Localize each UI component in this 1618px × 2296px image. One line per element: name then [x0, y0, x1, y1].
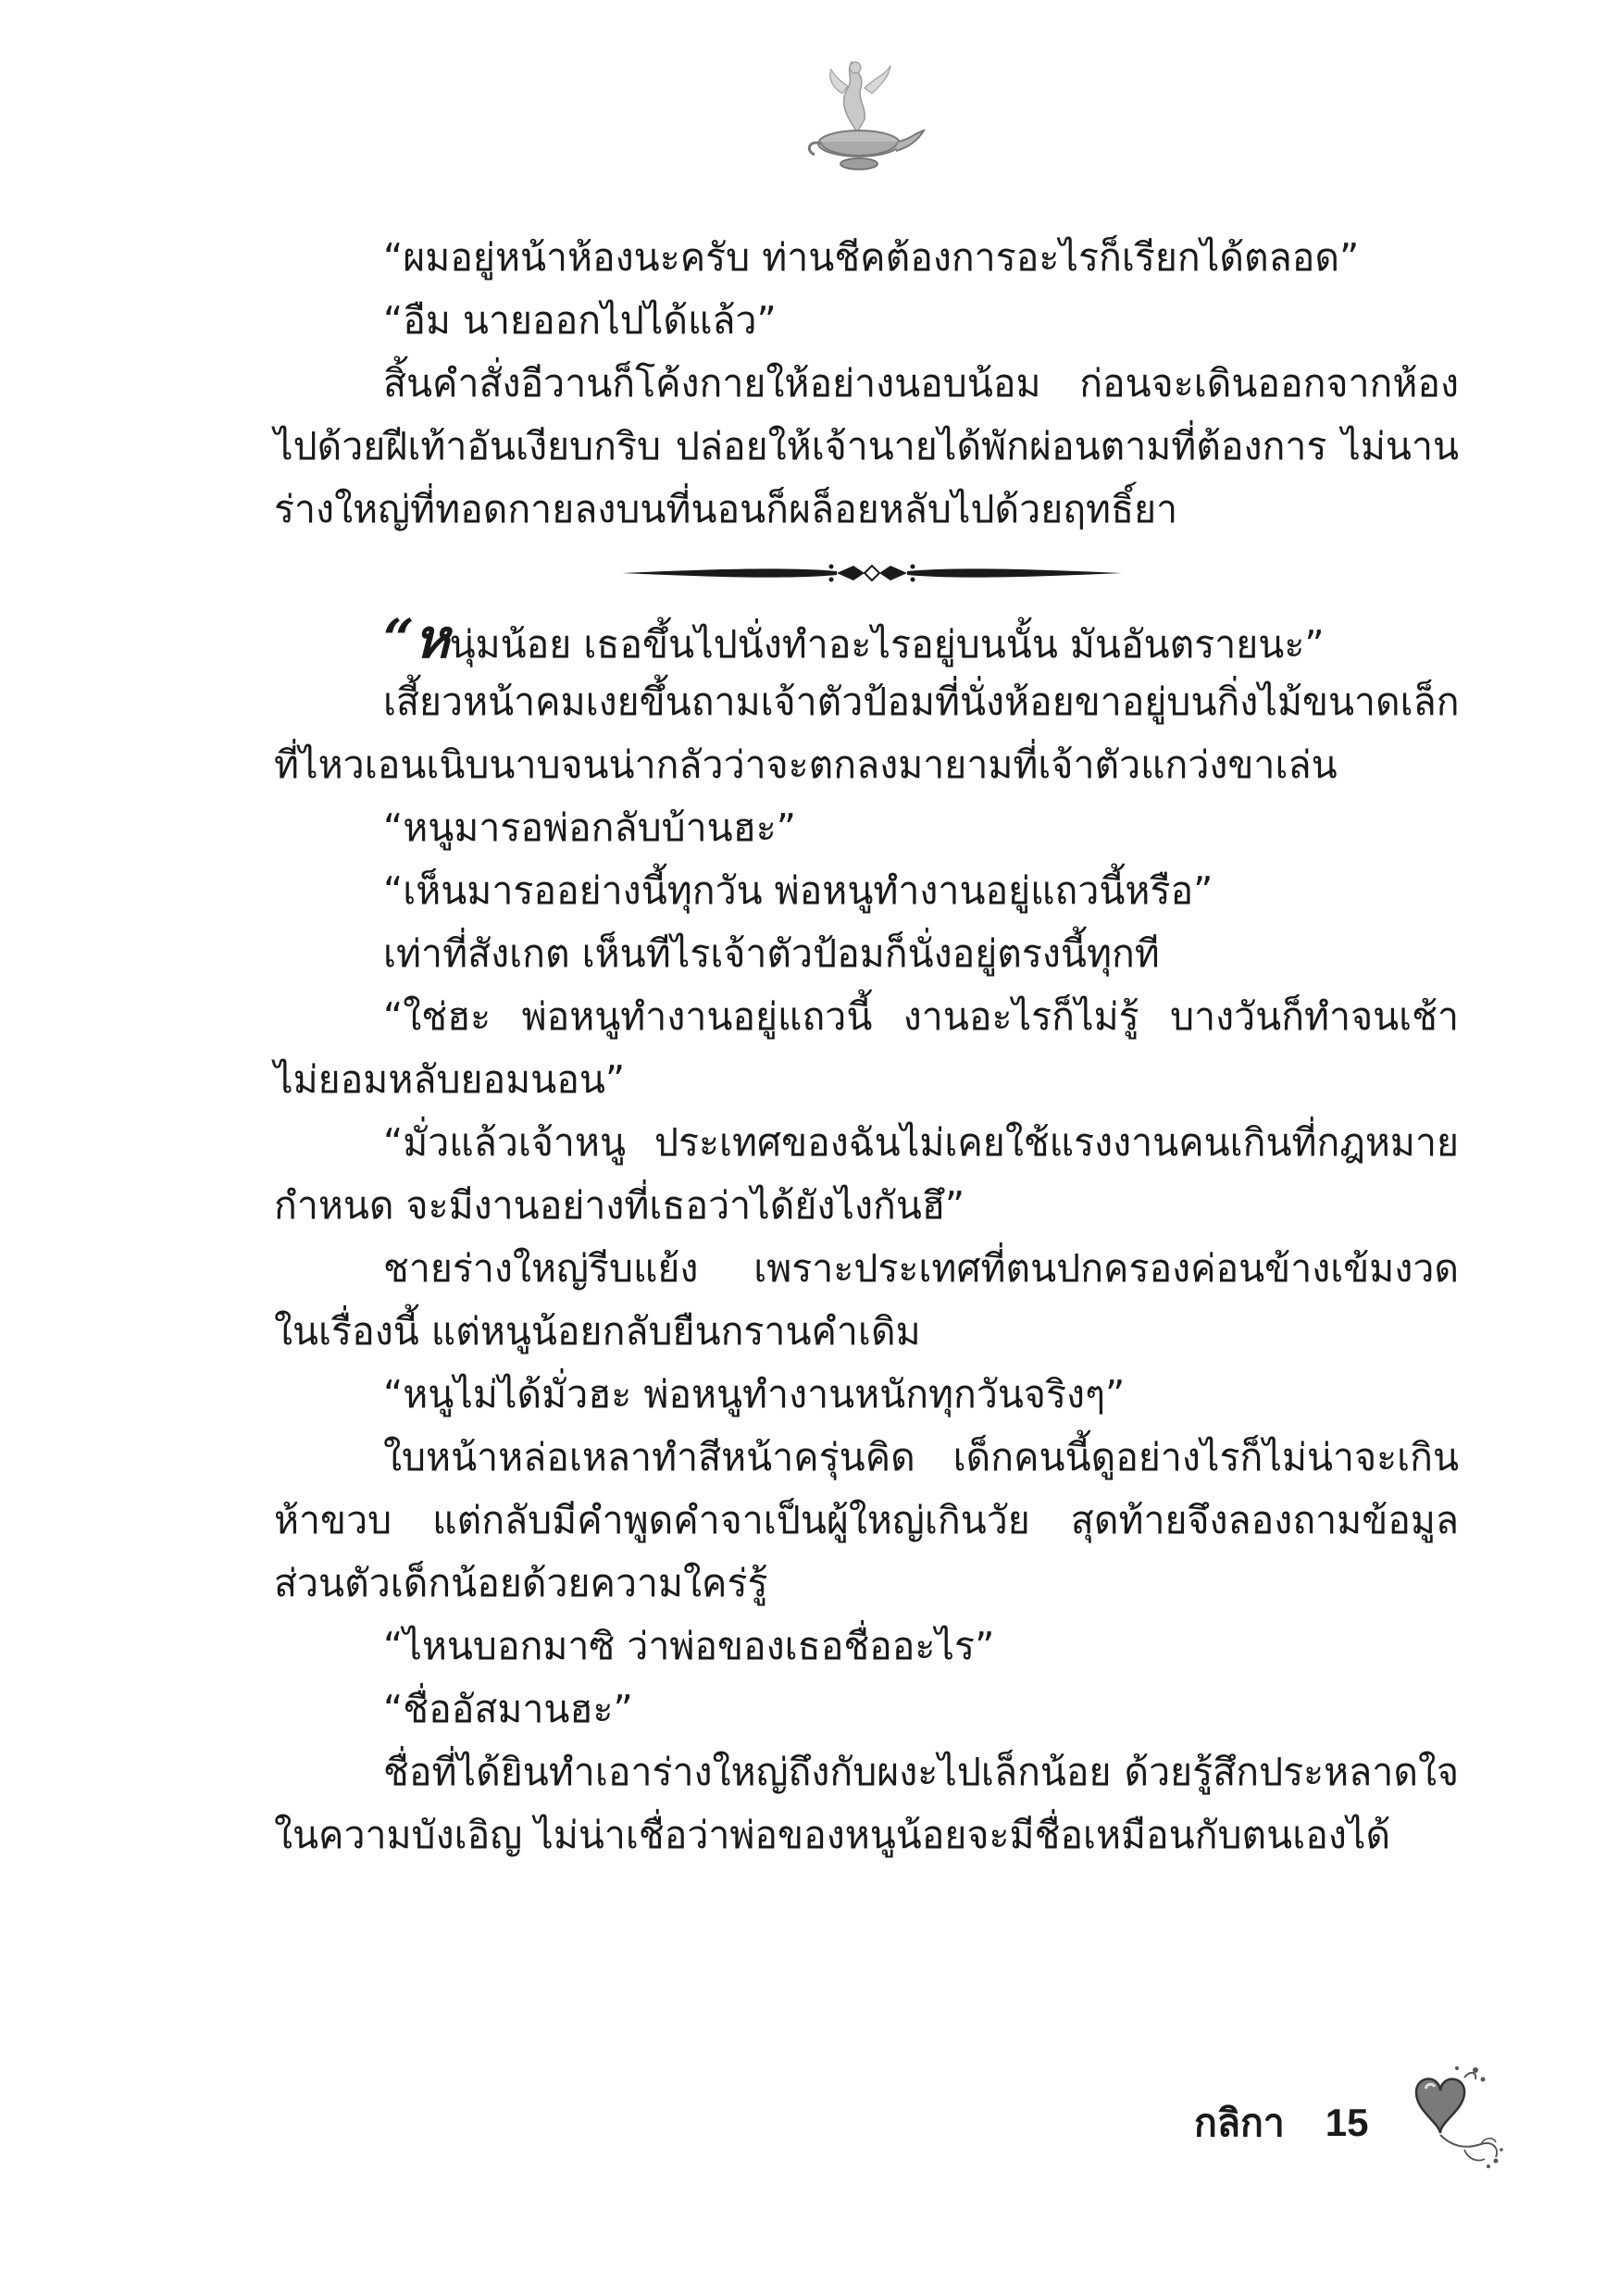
text-line: กำหนด จะมีงานอย่างที่เธอว่าได้ยังไงกันฮึ” [274, 1183, 965, 1228]
dropcap: “ห [383, 607, 450, 670]
text-line: “อืม นายออกไปได้แล้ว” [383, 298, 777, 343]
paragraph [274, 1741, 1459, 1866]
text-line: “หนูไม่ได้มั่วฮะ พ่อหนูทำงานหนักทุกวันจริงๆ” [383, 1372, 1126, 1416]
paragraph [274, 1363, 1459, 1426]
text-line: ไปด้วยฝีเท้าอันเงียบกริบ ปล่อยให้เจ้านายได้พักผ่อนตามที่ต้องการ ไม่นาน [274, 424, 1459, 468]
page-number: 15 [1325, 2101, 1369, 2144]
text-line: ส่วนตัวเด็กน้อยด้วยความใคร่รู้ [274, 1561, 768, 1605]
paragraph [274, 796, 1459, 859]
paragraph [274, 352, 1459, 541]
paragraph [274, 226, 1459, 289]
text-line: ชายร่างใหญ่รีบแย้ง เพราะประเทศที่ตนปกครองค่อนข้างเข้มงวด [383, 1246, 1459, 1291]
text-line: “ผมอยู่หน้าห้องนะครับ ท่านชีคต้องการอะไรก็เรียกได้ตลอด” [383, 235, 1360, 280]
text-line: ในความบังเอิญ ไม่น่าเชื่อว่าพ่อของหนูน้อยจะมีชื่อเหมือนกับตนเองได้ [274, 1813, 1391, 1857]
text-line: ห้าขวบ แต่กลับมีคำพูดคำจาเป็นผู้ใหญ่เกินวัย สุดท้ายจึงลองถามข้อมูล [274, 1498, 1459, 1542]
paragraph [274, 1615, 1459, 1678]
text-line: “ไหนบอกมาซิ ว่าพ่อของเธอชื่ออะไร” [383, 1624, 995, 1668]
text-line: ไม่ยอมหลับยอมนอน” [274, 1057, 626, 1102]
text-line [274, 607, 1459, 670]
paragraph [274, 985, 1459, 1111]
text-line: ใบหน้าหล่อเหลาทำสีหน้าครุ่นคิด เด็กคนนี้ดูอย่างไรก็ไม่น่าจะเกิน [383, 1435, 1459, 1479]
text-line: “เห็นมารออย่างนี้ทุกวัน พ่อหนูทำงานอยู่แถวนี้หรือ” [383, 868, 1214, 913]
text-line: เท่าที่สังเกต เห็นทีไรเจ้าตัวป้อมก็นั่งอยู่ตรงนี้ทุกที [383, 931, 1160, 976]
text-line-rest: นุ่มน้อย เธอขึ้นไปนั่งทำอะไรอยู่บนนั้น มันอันตรายนะ” [449, 622, 1325, 667]
text-line: ชื่อที่ได้ยินทำเอาร่างใหญ่ถึงกับผงะไปเล็กน้อย ด้วยรู้สึกประหลาดใจ [383, 1750, 1459, 1794]
text-line: “มั่วแล้วเจ้าหนู ประเทศของฉันไม่เคยใช้แรงงานคนเกินที่กฎหมาย [383, 1120, 1459, 1165]
text-line: “ชื่ออัสมานฮะ” [383, 1687, 633, 1731]
text-line: “ใช่ฮะ พ่อหนูทำงานอยู่แถวนี้ งานอะไรก็ไม่รู้ บางวันก็ทำจนเช้า [383, 994, 1459, 1039]
genie-lamp-icon [800, 51, 929, 176]
paragraph [274, 1426, 1459, 1615]
text-line: สิ้นคำสั่งอีวานก็โค้งกายให้อย่างนอบน้อม ก่อนจะเดินออกจากห้อง [383, 361, 1459, 406]
page-body [274, 226, 1459, 1866]
book-title: กลิกา [1194, 2100, 1285, 2145]
paragraph [274, 1237, 1459, 1363]
page-footer [1194, 2090, 1369, 2155]
heart-flourish-icon [1379, 2057, 1509, 2177]
paragraph [274, 1111, 1459, 1237]
paragraph [274, 859, 1459, 922]
section-divider [274, 541, 1459, 607]
ornamental-divider-icon [622, 557, 1122, 589]
text-line: “หนูมารอพ่อกลับบ้านฮะ” [383, 805, 796, 850]
paragraph [274, 1678, 1459, 1741]
paragraph [274, 607, 1459, 670]
text-line: ที่ไหวเอนเนิบนาบจนน่ากลัวว่าจะตกลงมายามที่เจ้าตัวแกว่งขาเล่น [274, 742, 1338, 787]
paragraph [274, 922, 1459, 985]
text-line: ร่างใหญ่ที่ทอดกายลงบนที่นอนก็ผล็อยหลับไปด้วยฤทธิ์ยา [274, 487, 1178, 531]
text-line: เสี้ยวหน้าคมเงยขึ้นถามเจ้าตัวป้อมที่นั่งห้อยขาอยู่บนกิ่งไม้ขนาดเล็ก [383, 680, 1460, 724]
paragraph [274, 289, 1459, 352]
paragraph [274, 670, 1459, 796]
text-line: ในเรื่องนี้ แต่หนูน้อยกลับยืนกรานคำเดิม [274, 1309, 921, 1354]
